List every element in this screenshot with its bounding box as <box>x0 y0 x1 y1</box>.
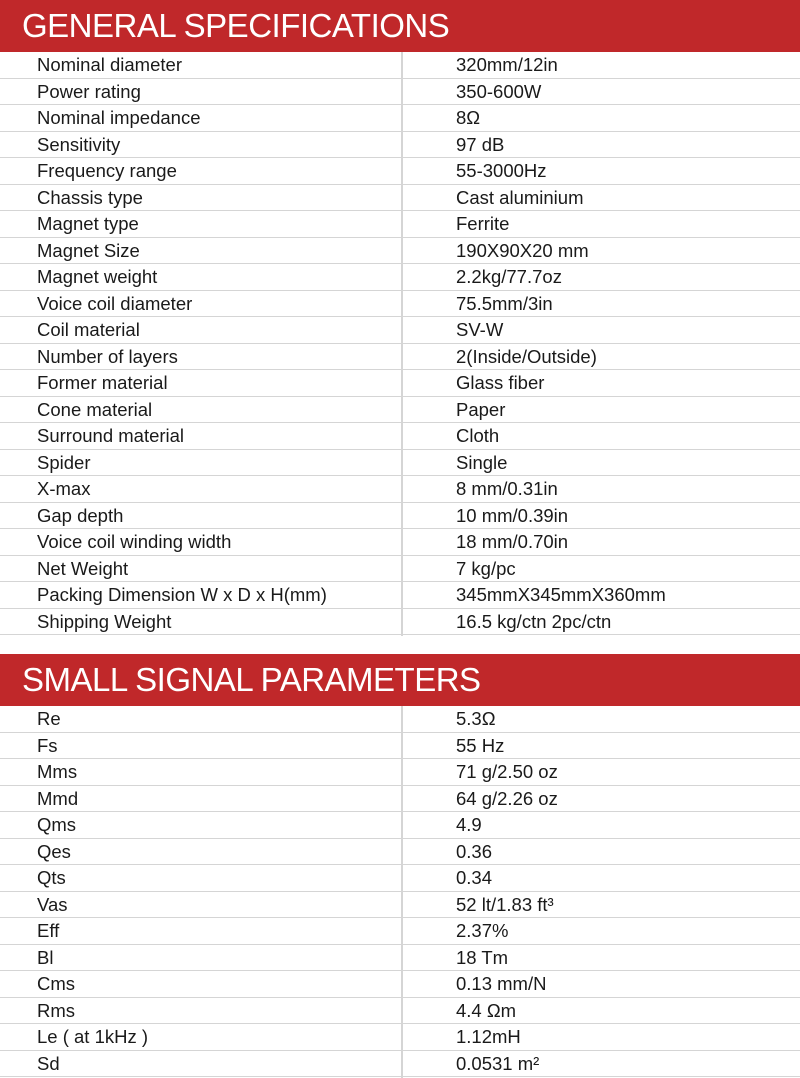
table-row <box>0 609 800 636</box>
spec-label: Frequency range <box>37 160 177 181</box>
spec-value: 345mmX345mmX360mm <box>456 584 666 605</box>
table-row <box>0 238 800 265</box>
spec-label: Former material <box>37 372 168 393</box>
spec-label: Bl <box>37 946 54 968</box>
table-row <box>0 476 800 503</box>
table-row <box>0 370 800 397</box>
spec-label: Rms <box>37 999 76 1021</box>
small-signal-parameters-title: SMALL SIGNAL PARAMETERS <box>22 661 481 698</box>
table-row <box>0 450 800 477</box>
spec-value: 10 mm/0.39in <box>456 504 569 526</box>
spec-label: Sd <box>37 1052 60 1074</box>
spec-value: 0.13 mm/N <box>456 973 547 994</box>
small-signal-parameters-section <box>0 654 800 1077</box>
table-row <box>0 158 800 185</box>
spec-value: 2.37% <box>456 920 509 941</box>
spec-label: Voice coil diameter <box>37 292 193 314</box>
spec-label: Net Weight <box>37 557 129 579</box>
table-row <box>0 733 800 760</box>
spec-label: Coil material <box>37 319 140 340</box>
spec-value: Cast aluminium <box>456 186 584 208</box>
table-row <box>0 79 800 106</box>
table-row <box>0 132 800 159</box>
table-row <box>0 706 800 733</box>
spec-value: 0.36 <box>456 840 493 862</box>
spec-label: Magnet weight <box>37 266 158 287</box>
spec-value: Single <box>456 451 508 473</box>
table-row <box>0 105 800 132</box>
spec-value: 18 mm/0.70in <box>456 531 569 552</box>
table-row <box>0 945 800 972</box>
table-row <box>0 1024 800 1051</box>
spec-value: 55-3000Hz <box>456 160 547 181</box>
table-row <box>0 397 800 424</box>
table-row <box>0 1051 800 1078</box>
spec-label: Chassis type <box>37 186 143 208</box>
table-row <box>0 185 800 212</box>
spec-label: Magnet Size <box>37 239 140 261</box>
spec-label: Gap depth <box>37 504 124 526</box>
general-specifications-table <box>0 52 800 635</box>
table-row <box>0 918 800 945</box>
spec-value: 5.3Ω <box>456 708 496 729</box>
table-row <box>0 503 800 530</box>
spec-value: 190X90X20 mm <box>456 239 589 261</box>
table-row <box>0 529 800 556</box>
spec-label: Voice coil winding width <box>37 531 232 552</box>
table-row <box>0 264 800 291</box>
table-row <box>0 211 800 238</box>
spec-value: 18 Tm <box>456 946 509 968</box>
table-row <box>0 786 800 813</box>
spec-value: SV-W <box>456 319 504 340</box>
spec-label: Le ( at 1kHz ) <box>37 1026 149 1047</box>
table-row <box>0 291 800 318</box>
spec-label: Fs <box>37 734 58 756</box>
spec-value: 7 kg/pc <box>456 557 516 579</box>
spec-value: 8 mm/0.31in <box>456 478 558 499</box>
spec-label: Sensitivity <box>37 133 121 155</box>
spec-value: 55 Hz <box>456 734 505 756</box>
spec-label: Mmd <box>37 787 79 809</box>
spec-label: Re <box>37 708 61 729</box>
spec-value: Glass fiber <box>456 372 545 393</box>
spec-label: Qms <box>37 814 77 835</box>
spec-label: Surround material <box>37 425 185 446</box>
table-row <box>0 423 800 450</box>
spec-value: 4.4 Ωm <box>456 999 517 1021</box>
spec-value: 16.5 kg/ctn 2pc/ctn <box>456 610 612 632</box>
spec-label: Mms <box>37 761 78 782</box>
spec-value: 1.12mH <box>456 1026 521 1047</box>
spec-label: Number of layers <box>37 345 178 367</box>
spec-value: 8Ω <box>456 107 481 128</box>
spec-value: Cloth <box>456 425 500 446</box>
table-row <box>0 556 800 583</box>
table-row <box>0 971 800 998</box>
spec-label: Qts <box>37 867 66 888</box>
spec-value: 2.2kg/77.7oz <box>456 266 562 287</box>
spec-label: Spider <box>37 451 91 473</box>
table-row <box>0 998 800 1025</box>
table-row <box>0 865 800 892</box>
spec-value: 97 dB <box>456 133 505 155</box>
spec-value: 64 g/2.26 oz <box>456 787 558 809</box>
spec-label: Vas <box>37 893 68 915</box>
spec-value: 75.5mm/3in <box>456 292 553 314</box>
spec-label: Magnet type <box>37 213 139 234</box>
spec-value: Paper <box>456 398 506 420</box>
table-row <box>0 582 800 609</box>
spec-value: 0.0531 m² <box>456 1052 540 1074</box>
general-specifications-header <box>0 0 800 52</box>
spec-label: Shipping Weight <box>37 610 172 632</box>
spec-value: 4.9 <box>456 814 482 835</box>
spec-label: Cone material <box>37 398 153 420</box>
table-row <box>0 812 800 839</box>
spec-label: Eff <box>37 920 60 941</box>
small-signal-parameters-table <box>0 706 800 1077</box>
spec-label: X-max <box>37 478 91 499</box>
table-row <box>0 759 800 786</box>
table-row <box>0 52 800 79</box>
small-signal-parameters-header <box>0 654 800 706</box>
table-row <box>0 839 800 866</box>
spec-value: 320mm/12in <box>456 54 558 75</box>
table-row <box>0 317 800 344</box>
general-specifications-title: GENERAL SPECIFICATIONS <box>22 7 450 44</box>
spec-value: 0.34 <box>456 867 493 888</box>
spec-label: Qes <box>37 840 71 862</box>
table-row <box>0 344 800 371</box>
spec-value: 71 g/2.50 oz <box>456 761 558 782</box>
spec-label: Cms <box>37 973 76 994</box>
spec-value: Ferrite <box>456 213 510 234</box>
table-row <box>0 892 800 919</box>
spec-label: Power rating <box>37 80 141 102</box>
spec-value: 2(Inside/Outside) <box>456 345 597 367</box>
spec-value: 350-600W <box>456 80 542 102</box>
spec-label: Packing Dimension W x D x H(mm) <box>37 584 327 605</box>
spec-label: Nominal impedance <box>37 107 201 128</box>
spec-label: Nominal diameter <box>37 54 182 75</box>
spec-value: 52 lt/1.83 ft³ <box>456 893 554 915</box>
